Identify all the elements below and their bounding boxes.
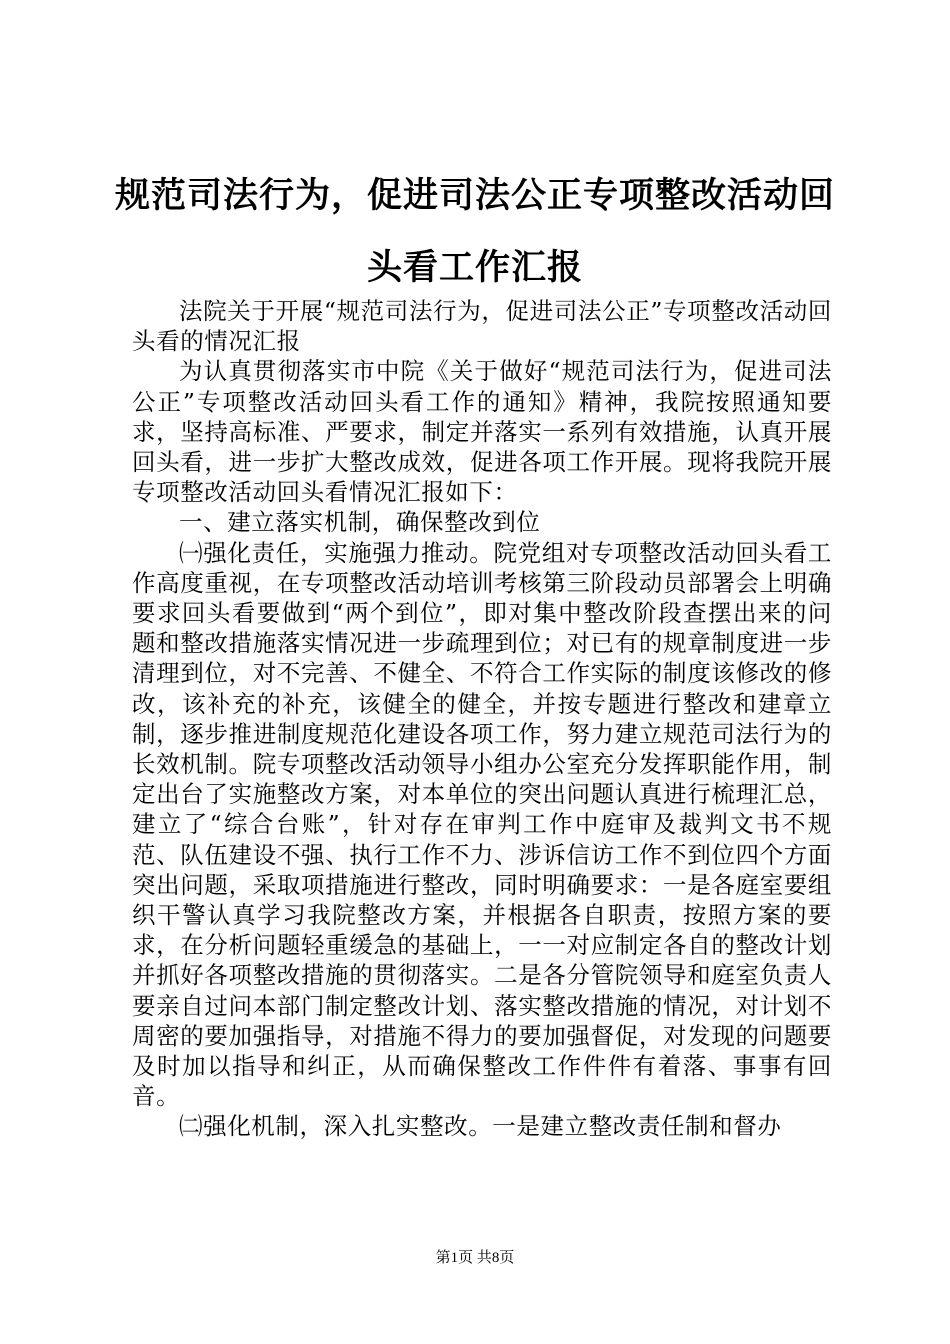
paragraph-mechanism: ㈡强化机制，深入扎实整改。一是建立整改责任制和督办	[179, 1112, 782, 1141]
section-heading-1: 一、建立落实机制，确保整改到位	[179, 508, 541, 537]
paragraph-purpose: 为认真贯彻落实市中院《关于做好“规范司法行为，促进司法公正”专项整改活动回头看工作的通知》精神，我院按照通知要求，坚持高标准、严要求，制定并落实一系列有效措施，认真开展回头看，进一步扩大整改成效，促进各项工作开展。现将我院开展专项整改活动回头看情况汇报如下：	[132, 357, 832, 507]
paragraph-intro: 法院关于开展“规范司法行为，促进司法公正”专项整改活动回头看的情况汇报	[132, 297, 832, 356]
document-title: 规范司法行为，促进司法公正专项整改活动回头看工作汇报	[114, 175, 835, 288]
document-body	[132, 296, 832, 1142]
page-footer: 第1页 共8页	[435, 1250, 515, 1266]
paragraph-responsibility: ㈠强化责任，实施强力推动。院党组对专项整改活动回头看工作高度重视，在专项整改活动培训考核第三阶段动员部署会上明确要求回头看要做到“两个到位”，即对集中整改阶段查摆出来的问题和整改措施落实情况进一步疏理到位；对已有的规章制度进一步清理到位，对不完善、不健全、不符合工作实际的制度该修改的修改，该补充的补充，该健全的健全，并按专题进行整改和建章立制，逐步推进制度规范化建设各项工作，努力建立规范司法行为的长效机制。院专项整改活动领导小组办公室充分发挥职能作用，制定出台了实施整改方案，对本单位的突出问题认真进行梳理汇总，建立了“综合台账”，针对存在审判工作中庭审及裁判文书不规范、队伍建设不强、执行工作不力、涉诉信访工作不到位四个方面突出问题，采取项措施进行整改，同时明确要求：一是各庭室要组织干警认真学习我院整改方案，并根据各自职责，按照方案的要求，在分析问题轻重缓急的基础上，一一对应制定各自的整改计划并抓好各项整改措施的贯彻落实。二是各分管院领导和庭室负责人要亲自过问本部门制定整改计划、落实整改措施的情况，对计划不周密的要加强指导，对措施不得力的要加强督促，对发现的问题要及时加以指导和纠正，从而确保整改工作件件有着落、事事有回音。	[132, 538, 832, 1111]
